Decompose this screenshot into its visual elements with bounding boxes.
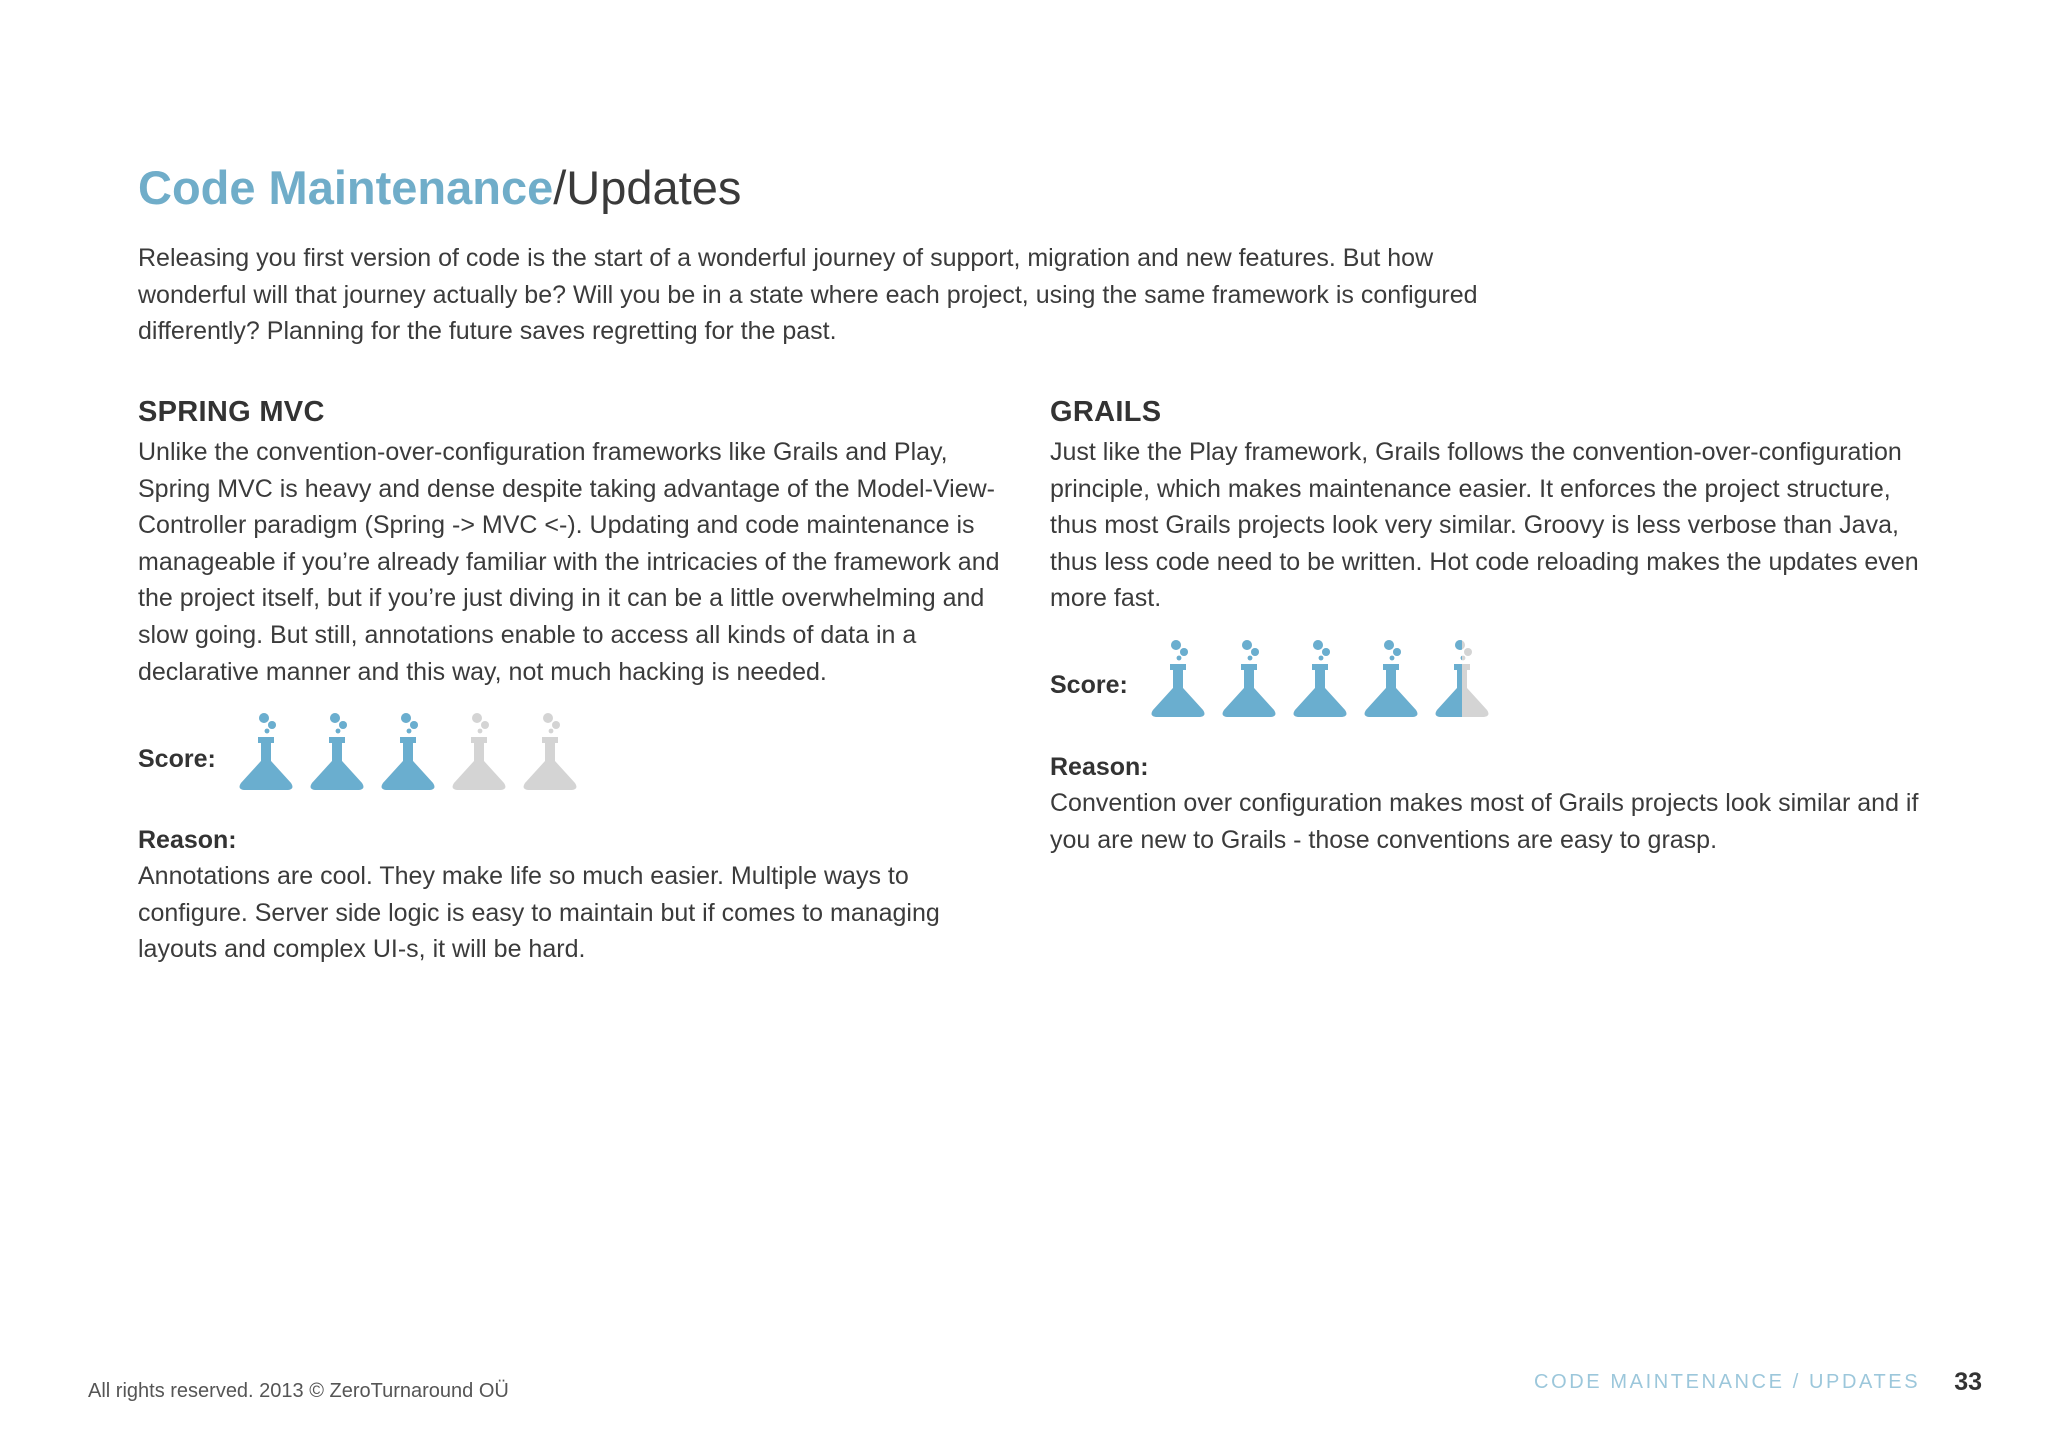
section-heading: SPRING MVC [138, 396, 325, 428]
flask-icon [1432, 640, 1492, 722]
reason-label: Reason: [1050, 752, 1149, 781]
score-flasks [1148, 640, 1503, 722]
score-label: Score: [138, 744, 216, 773]
flask-icon [1219, 640, 1279, 722]
flask-icon [378, 713, 438, 795]
reason-label: Reason: [138, 826, 237, 855]
footer-right [1534, 1368, 1982, 1397]
score-row [138, 712, 1008, 796]
page-title [138, 160, 741, 216]
section-spring-mvc [138, 390, 1008, 968]
score-flasks [236, 713, 591, 795]
flask-icon [520, 713, 580, 795]
intro-paragraph [138, 240, 1538, 350]
score-label: Score: [1050, 671, 1128, 700]
section-grails [1050, 390, 1920, 858]
flask-icon [307, 713, 367, 795]
flask-icon [1148, 640, 1208, 722]
flask-icon [1361, 640, 1421, 722]
section-body: Unlike the convention-over-configuration frameworks like Grails and Play, Spring MVC is heavy and dense despite taking advantage of the Model-View-Controller paradigm (Spring -> MVC <-). Updating and code maintenance is manageable if you’re already familiar with the intricacies of the framework and the project itself, but if you’re just diving in it can be a little overwhelming and slow going. But still, annotations enable to access all kinds of data in a declarative manner and this way, not much hacking is needed. [138, 438, 1000, 686]
title-rest: /Updates [553, 161, 742, 214]
footer-copyright: All rights reserved. 2013 © ZeroTurnaround OÜ [88, 1380, 509, 1402]
reason-text: Annotations are cool. They make life so much easier. Multiple ways to configure. Server side logic is easy to maintain but if comes to managing layouts and complex UI-s, it will be hard. [138, 862, 940, 964]
section-body: Just like the Play framework, Grails follows the convention-over-configuration principle, which makes maintenance easier. It enforces the project structure, thus most Grails projects look very similar. Groovy is less verbose than Java, thus less code need to be written. Hot code reloading makes the updates even more fast. [1050, 438, 1919, 613]
flask-icon [1290, 640, 1350, 722]
page-number: 33 [1954, 1368, 1982, 1396]
score-row [1050, 639, 1920, 723]
intro-text: Releasing you first version of code is the start of a wonderful journey of support, migration and new features. But how wonderful will that journey actually be? Will you be in a state where each project, using the same framework is configured differently? Planning for the future saves regretting for the past. [138, 244, 1478, 346]
flask-icon [449, 713, 509, 795]
flask-icon [236, 713, 296, 795]
reason-text: Convention over configuration makes most of Grails projects look similar and if you are new to Grails - those conventions are easy to grasp. [1050, 788, 1919, 854]
section-heading: GRAILS [1050, 396, 1162, 428]
title-highlight: Code Maintenance [138, 161, 554, 214]
footer-section-title: CODE MAINTENANCE / UPDATES [1534, 1371, 1921, 1393]
